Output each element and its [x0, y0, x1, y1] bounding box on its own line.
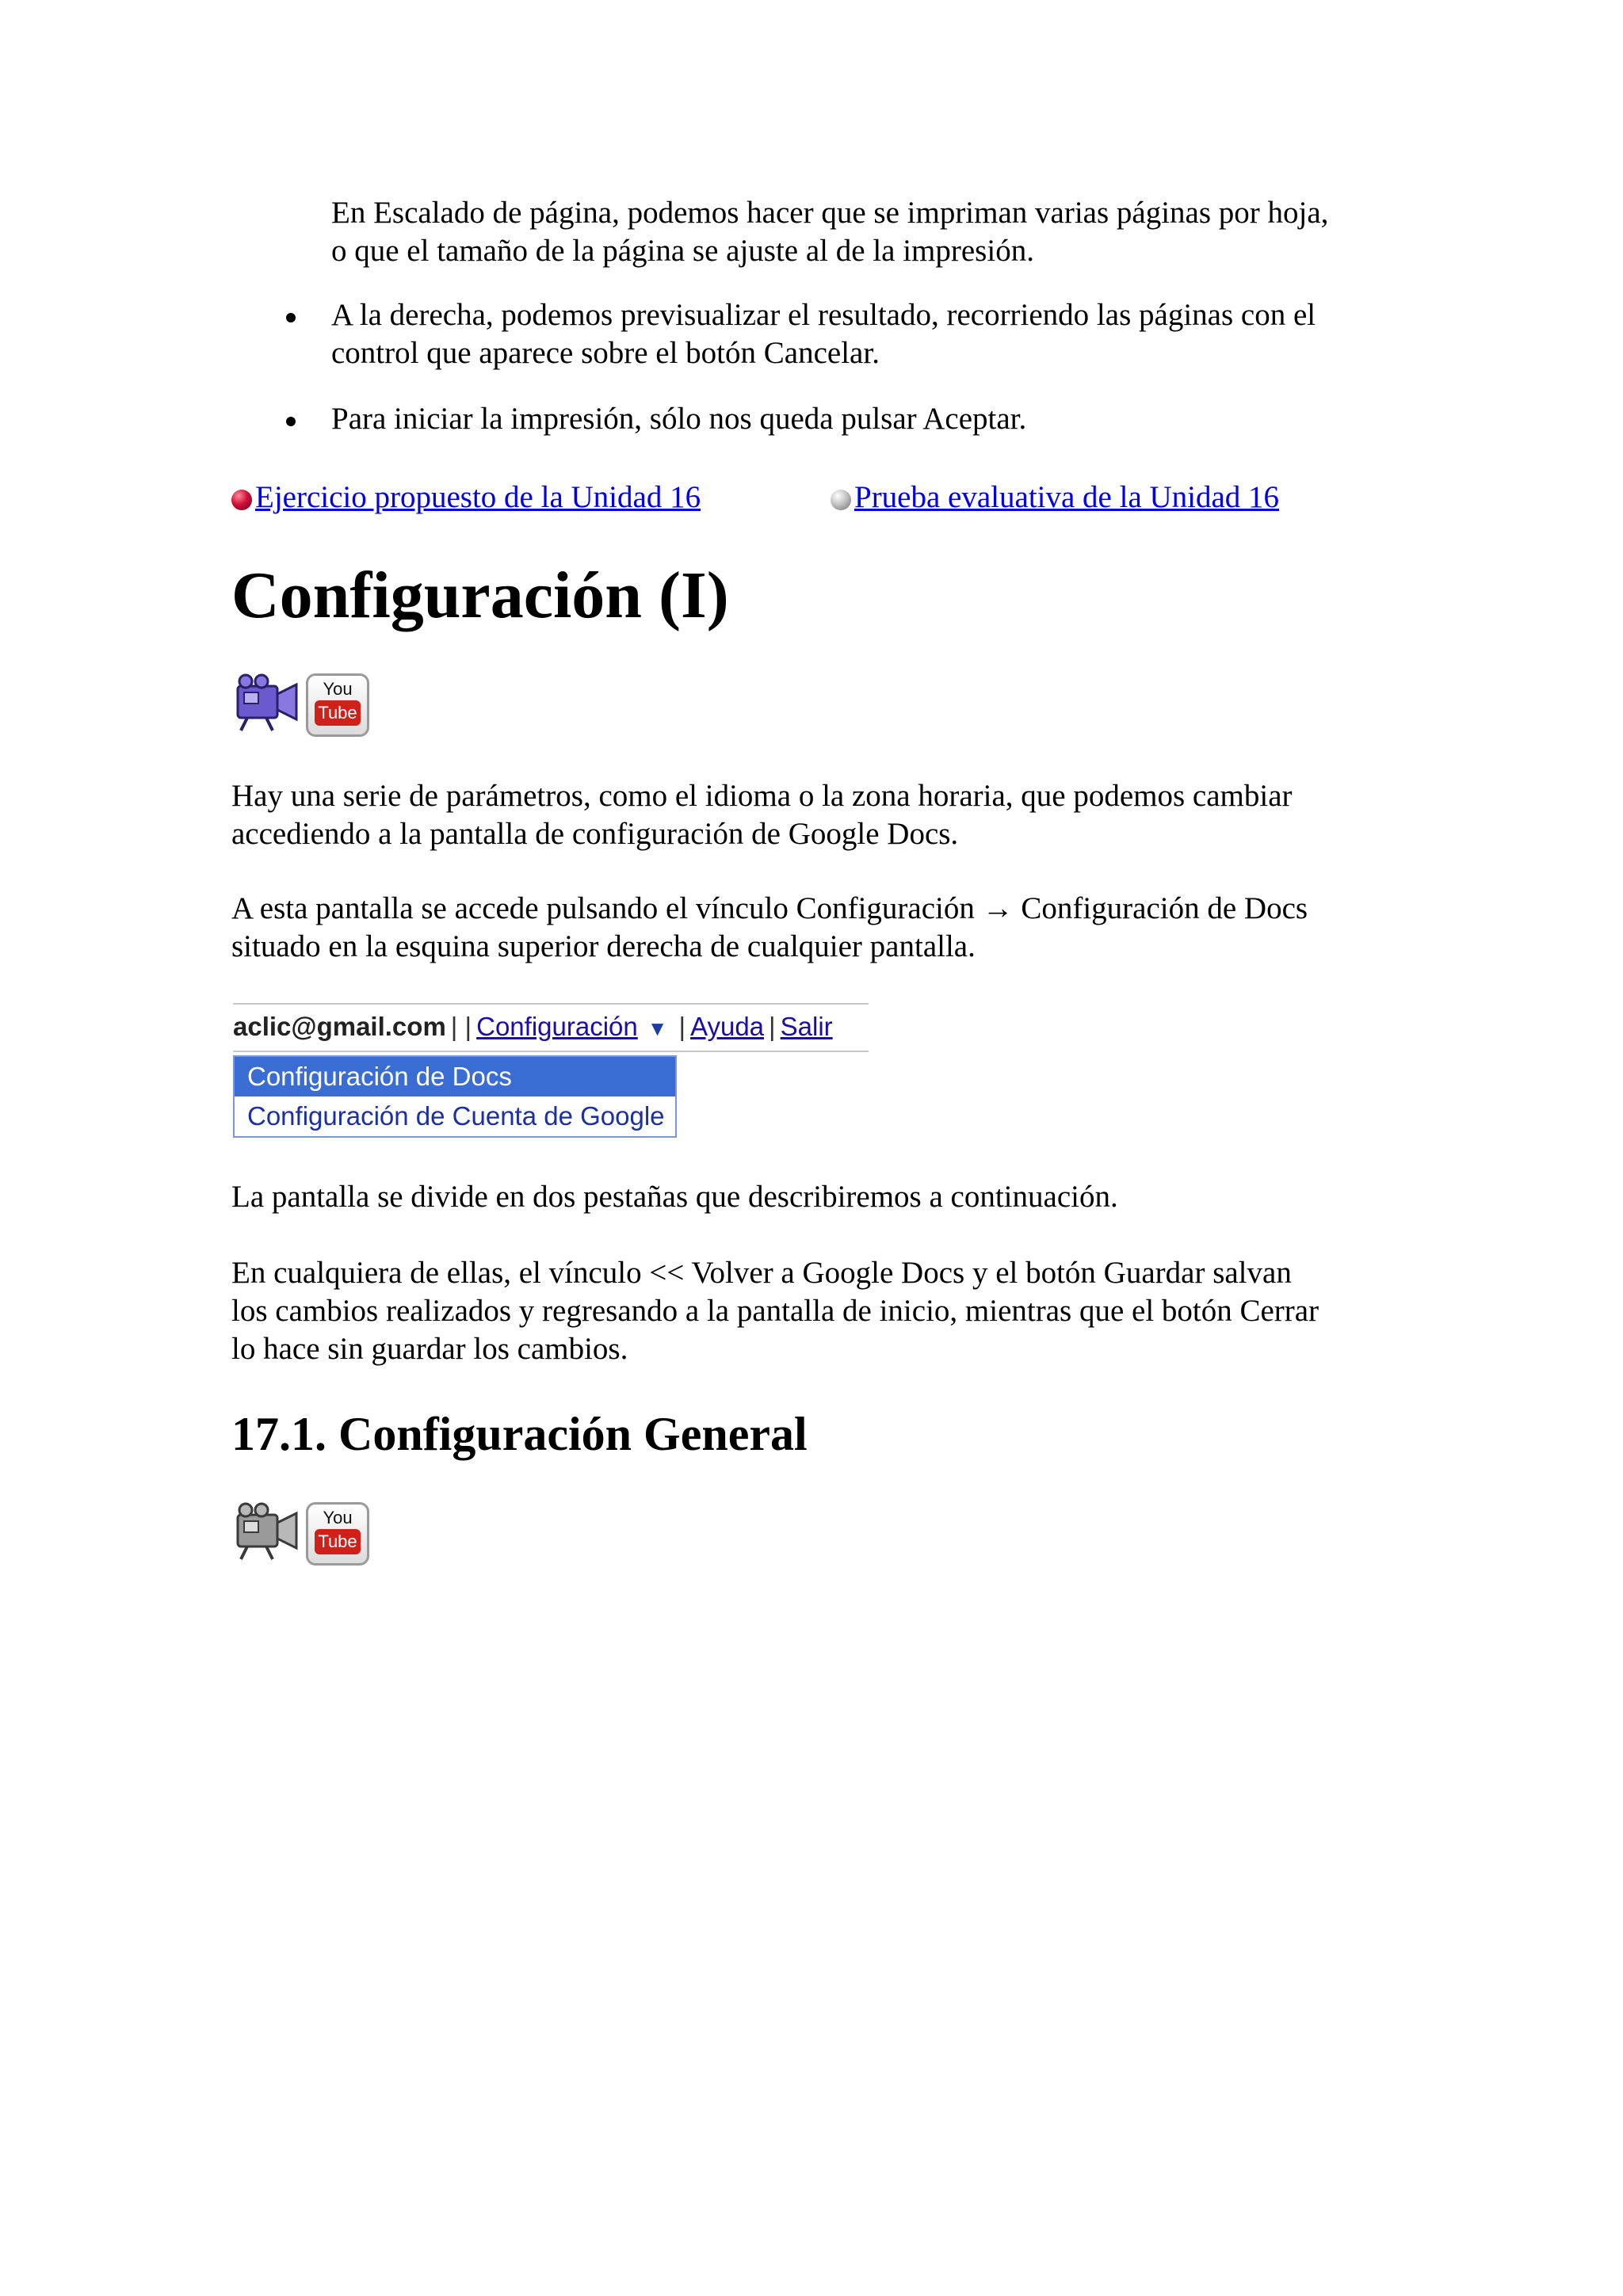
- bullet-marker: [286, 313, 296, 322]
- settings-access-line-2: situado en la esquina superior derecha de cualquier pantalla.: [231, 929, 976, 963]
- youtube-tube-text: Tube: [315, 700, 360, 726]
- youtube-tube-text: Tube: [315, 1529, 360, 1554]
- config-link[interactable]: Configuración: [476, 1012, 638, 1041]
- account-bar: [233, 1003, 869, 1052]
- exercise-link-row: [231, 479, 701, 517]
- intro-paragraph: [331, 194, 1328, 270]
- video-links: [235, 672, 377, 738]
- separator: |: [678, 1012, 686, 1041]
- bullet-item-print: [331, 400, 1026, 438]
- separator: |: [769, 1012, 776, 1041]
- tabs-line: La pantalla se divide en dos pestañas que describiremos a continuación.: [231, 1180, 1118, 1214]
- separator: | |: [450, 1012, 472, 1041]
- youtube-you-text: You: [323, 679, 353, 699]
- menu-item-google-account-settings[interactable]: Configuración de Cuenta de Google: [247, 1101, 665, 1131]
- intro-line-1: En Escalado de página, podemos hacer que se impriman varias páginas por hoja,: [331, 196, 1329, 230]
- settings-access-line-1: A esta pantalla se accede pulsando el vínculo Configuración → Configuración de Docs: [231, 891, 1308, 925]
- section-title: Configuración (I): [231, 559, 729, 632]
- bullet-marker: [286, 417, 296, 426]
- settings-intro-line-1: Hay una serie de parámetros, como el idioma o la zona horaria, que podemos cambiar: [231, 779, 1293, 813]
- settings-dropdown-menu: [233, 1055, 677, 1138]
- test-link[interactable]: Prueba evaluativa de la Unidad 16: [854, 480, 1280, 514]
- dropdown-arrow-icon[interactable]: ▼: [647, 1016, 668, 1040]
- bullet-1-line-1: A la derecha, podemos previsualizar el resultado, recorriendo las páginas con el: [331, 298, 1316, 332]
- intro-line-2: o que el tamaño de la página se ajuste al de la impresión.: [331, 234, 1034, 268]
- save-close-line-2: los cambios realizados y regresando a la pantalla de inicio, mientras que el botón Cerrar: [231, 1294, 1319, 1328]
- bullet-2-line-1: Para iniciar la impresión, sólo nos queda pulsar Aceptar.: [331, 402, 1027, 436]
- help-link[interactable]: Ayuda: [690, 1012, 765, 1041]
- account-email: aclic@gmail.com: [233, 1012, 446, 1041]
- video-links: [235, 1501, 377, 1567]
- subsection-title: 17.1. Configuración General: [231, 1408, 808, 1460]
- settings-intro-line-2: accediendo a la pantalla de configuración de Google Docs.: [231, 817, 959, 851]
- sign-out-link[interactable]: Salir: [780, 1012, 833, 1041]
- bullet-1-line-2: control que aparece sobre el botón Cancelar.: [331, 336, 880, 370]
- youtube-icon[interactable]: [306, 673, 369, 737]
- save-close-line-3: lo hace sin guardar los cambios.: [231, 1332, 628, 1366]
- bullet-item-preview: [331, 296, 1316, 372]
- red-ball-icon: [231, 490, 252, 510]
- tabs-paragraph: [231, 1178, 1118, 1216]
- menu-item-docs-settings[interactable]: Configuración de Docs: [235, 1057, 675, 1097]
- exercise-link[interactable]: Ejercicio propuesto de la Unidad 16: [255, 480, 701, 514]
- settings-access-paragraph: [231, 890, 1308, 966]
- youtube-you-text: You: [323, 1508, 353, 1527]
- save-close-line-1: En cualquiera de ellas, el vínculo << Volver a Google Docs y el botón Guardar salvan: [231, 1256, 1292, 1290]
- settings-intro-paragraph: [231, 777, 1293, 853]
- test-link-row: [831, 479, 1279, 517]
- settings-menu-screenshot: [233, 1003, 869, 1141]
- save-close-paragraph: [231, 1254, 1319, 1368]
- grey-ball-icon: [831, 490, 851, 510]
- youtube-icon[interactable]: [306, 1502, 369, 1566]
